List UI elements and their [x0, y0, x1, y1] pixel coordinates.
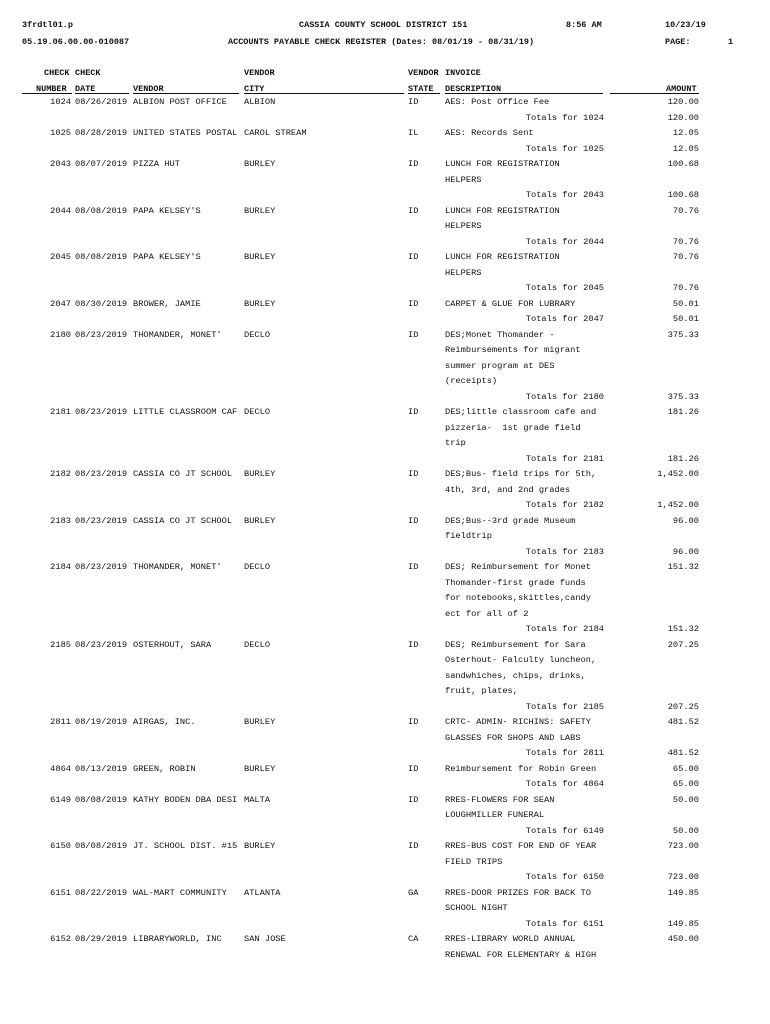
program-name: 3frdtl01.p — [22, 20, 74, 30]
line-amount: 151.32 — [667, 562, 699, 572]
check-date: 08/23/2019 — [75, 515, 128, 526]
totals-label: Totals for 2811 — [525, 748, 604, 758]
check-date: 08/19/2019 — [75, 717, 128, 727]
description-continuation — [0, 359, 770, 375]
vendor-name: THOMANDER, MONET' — [133, 329, 222, 340]
vendor-city: BURLEY — [244, 159, 276, 169]
invoice-description: LOUGHMILLER FUNERAL — [445, 810, 545, 820]
invoice-description: DES; Reimbursement for Sara — [445, 639, 586, 650]
check-number: 2184 — [50, 562, 71, 572]
description-continuation — [0, 855, 770, 871]
invoice-description: HELPERS — [445, 267, 482, 278]
col-vendor-city-top: VENDOR — [244, 68, 275, 78]
vendor-state: ID — [408, 515, 419, 526]
totals-amount: 50.01 — [672, 314, 699, 324]
totals-row — [0, 452, 770, 468]
check-date: 08/23/2019 — [75, 407, 128, 417]
vendor-name: GREEN, ROBIN — [133, 763, 196, 774]
totals-amount: 481.52 — [667, 748, 699, 758]
totals-row — [0, 312, 770, 328]
col-date: DATE — [75, 84, 96, 94]
totals-row — [0, 824, 770, 840]
invoice-description: AES: Records Sent — [445, 128, 534, 138]
vendor-name: LIBRARYWORLD, INC — [133, 934, 222, 944]
col-description: DESCRIPTION — [445, 84, 502, 94]
check-number: 6152 — [50, 934, 71, 944]
check-date: 08/29/2019 — [75, 934, 128, 944]
totals-row — [0, 281, 770, 297]
vendor-state: ID — [408, 97, 419, 107]
invoice-description: HELPERS — [445, 221, 482, 231]
vendor-name: PIZZA HUT — [133, 159, 180, 169]
totals-label: Totals for 2045 — [525, 283, 604, 293]
vendor-city: BURLEY — [244, 469, 276, 479]
vendor-city: BURLEY — [244, 298, 276, 309]
invoice-description: RRES-LIBRARY WORLD ANNUAL — [445, 934, 576, 944]
table-row — [0, 297, 770, 313]
vendor-name: AIRGAS, INC. — [133, 717, 196, 727]
col-city: CITY — [244, 84, 265, 94]
check-date: 08/23/2019 — [75, 639, 128, 650]
invoice-description: SCHOOL NIGHT — [445, 903, 508, 913]
vendor-name: OSTERHOUT, SARA — [133, 639, 212, 650]
description-continuation — [0, 343, 770, 359]
totals-label: Totals for 6151 — [525, 918, 604, 929]
totals-label: Totals for 6149 — [525, 825, 604, 836]
check-date: 08/07/2019 — [75, 159, 128, 169]
vendor-city: BURLEY — [244, 515, 276, 526]
description-continuation — [0, 173, 770, 189]
totals-amount: 70.76 — [672, 236, 699, 247]
totals-amount: 375.33 — [667, 391, 699, 402]
vendor-city: BURLEY — [244, 841, 276, 851]
district-name: CASSIA COUNTY SCHOOL DISTRICT 151 — [299, 20, 468, 30]
totals-row — [0, 870, 770, 886]
description-continuation — [0, 901, 770, 917]
vendor-city: DECLO — [244, 329, 271, 340]
vendor-name: PAPA KELSEY'S — [133, 205, 201, 216]
line-amount: 100.68 — [667, 159, 699, 169]
totals-label: Totals for 2181 — [525, 453, 604, 464]
totals-label: Totals for 2043 — [525, 190, 604, 200]
description-continuation — [0, 374, 770, 390]
invoice-description: sandwhiches, chips, drinks, — [445, 670, 586, 681]
totals-label: Totals for 1024 — [525, 112, 604, 123]
totals-row — [0, 917, 770, 933]
totals-amount: 65.00 — [672, 779, 699, 789]
invoice-description: LUNCH FOR REGISTRATION — [445, 205, 560, 216]
check-date: 08/30/2019 — [75, 298, 128, 309]
line-amount: 12.05 — [672, 128, 699, 138]
col-invoice: INVOICE — [445, 68, 481, 78]
invoice-description: (receipts) — [445, 376, 498, 386]
table-row — [0, 204, 770, 220]
check-number: 2043 — [50, 159, 71, 169]
vendor-state: ID — [408, 841, 419, 851]
invoice-description: FIELD TRIPS — [445, 856, 503, 867]
check-date: 08/08/2019 — [75, 794, 128, 805]
description-continuation — [0, 436, 770, 452]
vendor-name: CASSIA CO JT SCHOOL — [133, 469, 233, 479]
totals-row — [0, 777, 770, 793]
line-amount: 96.00 — [672, 515, 699, 526]
table-row — [0, 328, 770, 344]
line-amount: 723.00 — [667, 841, 699, 851]
check-date: 08/23/2019 — [75, 469, 128, 479]
line-amount: 1,452.00 — [657, 469, 699, 479]
description-continuation — [0, 607, 770, 623]
totals-row — [0, 390, 770, 406]
invoice-description: DES; Reimbursement for Monet — [445, 562, 591, 572]
col-amount: AMOUNT — [666, 84, 697, 94]
vendor-city: DECLO — [244, 639, 271, 650]
line-amount: 450.00 — [667, 934, 699, 944]
vendor-city: ALBION — [244, 97, 276, 107]
line-amount: 481.52 — [667, 717, 699, 727]
table-row — [0, 762, 770, 778]
vendor-name: ALBION POST OFFICE — [133, 97, 227, 107]
table-row — [0, 250, 770, 266]
line-amount: 70.76 — [672, 252, 699, 262]
table-row — [0, 839, 770, 855]
totals-row — [0, 188, 770, 204]
invoice-description: Reimbursement for Robin Green — [445, 763, 597, 774]
totals-amount: 149.85 — [667, 918, 699, 929]
check-date: 08/23/2019 — [75, 562, 128, 572]
vendor-state: ID — [408, 252, 419, 262]
description-continuation — [0, 808, 770, 824]
vendor-state: ID — [408, 639, 419, 650]
report-title: ACCOUNTS PAYABLE CHECK REGISTER (Dates: 08/01/19 - 08/31/19) — [228, 37, 535, 47]
check-number: 4864 — [50, 763, 71, 774]
check-date: 08/23/2019 — [75, 329, 128, 340]
check-date: 08/13/2019 — [75, 763, 128, 774]
vendor-name: UNITED STATES POSTAL — [133, 128, 238, 138]
vendor-state: ID — [408, 717, 419, 727]
vendor-name: CASSIA CO JT SCHOOL — [133, 515, 233, 526]
invoice-description: RRES-DOOR PRIZES FOR BACK TO — [445, 887, 591, 898]
table-row — [0, 514, 770, 530]
line-amount: 50.00 — [672, 794, 699, 805]
vendor-state: ID — [408, 407, 419, 417]
invoice-description: pizzeria- 1st grade field — [445, 422, 581, 433]
description-continuation — [0, 731, 770, 747]
vendor-name: JT. SCHOOL DIST. #15 — [133, 841, 238, 851]
description-continuation — [0, 653, 770, 669]
check-number: 2183 — [50, 515, 71, 526]
invoice-description: fruit, plates, — [445, 686, 518, 696]
invoice-description: Osterhout- Falculty luncheon, — [445, 655, 597, 665]
table-row — [0, 157, 770, 173]
check-date: 08/28/2019 — [75, 128, 128, 138]
vendor-name: KATHY BODEN DBA DESI — [133, 794, 238, 805]
description-continuation — [0, 529, 770, 545]
line-amount: 149.85 — [667, 887, 699, 898]
check-number: 2185 — [50, 639, 71, 650]
rule-city — [244, 93, 404, 94]
invoice-description: trip — [445, 438, 466, 448]
totals-amount: 12.05 — [672, 143, 699, 154]
invoice-description: CRTC- ADMIN- RICHINS: SAFETY — [445, 717, 591, 727]
totals-row — [0, 746, 770, 762]
check-number: 2047 — [50, 298, 71, 309]
totals-row — [0, 498, 770, 514]
line-amount: 65.00 — [672, 763, 699, 774]
description-continuation — [0, 591, 770, 607]
check-number: 2811 — [50, 717, 71, 727]
totals-amount: 151.32 — [667, 624, 699, 634]
description-continuation — [0, 421, 770, 437]
line-amount: 70.76 — [672, 205, 699, 216]
vendor-city: MALTA — [244, 794, 271, 805]
report-code: 05.19.06.00.00-010087 — [22, 37, 130, 47]
check-date: 08/26/2019 — [75, 97, 128, 107]
invoice-description: RENEWAL FOR ELEMENTARY & HIGH — [445, 949, 597, 960]
totals-label: Totals for 2183 — [525, 546, 604, 557]
col-state: STATE — [408, 84, 434, 94]
invoice-description: RRES-FLOWERS FOR SEAN — [445, 794, 555, 805]
totals-amount: 100.68 — [667, 190, 699, 200]
totals-label: Totals for 2182 — [525, 500, 604, 510]
vendor-city: BURLEY — [244, 205, 276, 216]
report-time: 8:56 AM — [566, 20, 602, 30]
vendor-state: ID — [408, 159, 419, 169]
line-amount: 181.26 — [667, 407, 699, 417]
invoice-description: Thomander-first grade funds — [445, 577, 586, 588]
check-date: 08/08/2019 — [75, 205, 128, 216]
table-row — [0, 126, 770, 142]
table-row — [0, 467, 770, 483]
vendor-name: LITTLE CLASSROOM CAF — [133, 407, 238, 417]
line-amount: 120.00 — [667, 97, 699, 107]
table-row — [0, 715, 770, 731]
totals-label: Totals for 4864 — [525, 779, 604, 789]
check-date: 08/08/2019 — [75, 252, 128, 262]
invoice-description: GLASSES FOR SHOPS AND LABS — [445, 732, 581, 743]
table-row — [0, 793, 770, 809]
table-row — [0, 95, 770, 111]
totals-amount: 120.00 — [667, 112, 699, 123]
totals-amount: 50.00 — [672, 825, 699, 836]
invoice-description: 4th, 3rd, and 2nd grades — [445, 484, 571, 495]
description-continuation — [0, 483, 770, 499]
description-continuation — [0, 219, 770, 235]
totals-amount: 96.00 — [672, 546, 699, 557]
invoice-description: ect for all of 2 — [445, 608, 529, 619]
invoice-description: Reimbursements for migrant — [445, 345, 581, 355]
line-amount: 207.25 — [667, 639, 699, 650]
description-continuation — [0, 669, 770, 685]
vendor-city: BURLEY — [244, 717, 276, 727]
totals-label: Totals for 2185 — [525, 701, 604, 712]
vendor-state: ID — [408, 298, 419, 309]
totals-row — [0, 700, 770, 716]
description-continuation — [0, 266, 770, 282]
vendor-name: THOMANDER, MONET' — [133, 562, 222, 572]
invoice-description: CARPET & GLUE FOR LUBRARY — [445, 298, 576, 309]
vendor-city: DECLO — [244, 562, 271, 572]
totals-row — [0, 142, 770, 158]
vendor-city: BURLEY — [244, 763, 276, 774]
check-number: 6149 — [50, 794, 71, 805]
rule-amount — [610, 93, 699, 94]
check-number: 1025 — [50, 128, 71, 138]
description-continuation — [0, 684, 770, 700]
col-vendor-state-top: VENDOR — [408, 68, 439, 78]
description-continuation — [0, 948, 770, 964]
invoice-description: DES;little classroom cafe and — [445, 407, 597, 417]
check-number: 1024 — [50, 97, 71, 107]
totals-row — [0, 545, 770, 561]
line-amount: 50.01 — [672, 298, 699, 309]
totals-row — [0, 622, 770, 638]
vendor-city: BURLEY — [244, 252, 276, 262]
vendor-city: SAN JOSE — [244, 934, 286, 944]
vendor-state: ID — [408, 562, 419, 572]
vendor-state: ID — [408, 763, 419, 774]
table-row — [0, 932, 770, 948]
check-number: 2044 — [50, 205, 71, 216]
check-number: 2181 — [50, 407, 71, 417]
invoice-description: LUNCH FOR REGISTRATION — [445, 159, 560, 169]
check-date: 08/22/2019 — [75, 887, 128, 898]
invoice-description: AES: Post Office Fee — [445, 97, 550, 107]
totals-row — [0, 235, 770, 251]
totals-label: Totals for 2184 — [525, 624, 604, 634]
vendor-name: PAPA KELSEY'S — [133, 252, 201, 262]
vendor-state: GA — [408, 887, 419, 898]
page-label: PAGE: — [665, 37, 691, 47]
totals-label: Totals for 2047 — [525, 314, 604, 324]
invoice-description: HELPERS — [445, 174, 482, 185]
vendor-state: ID — [408, 205, 419, 216]
totals-label: Totals for 2044 — [525, 236, 604, 247]
rule-number — [22, 93, 72, 94]
invoice-description: RRES-BUS COST FOR END OF YEAR — [445, 841, 597, 851]
description-continuation — [0, 576, 770, 592]
invoice-description: DES;Bus--3rd grade Museum — [445, 515, 576, 526]
rule-description — [445, 93, 603, 94]
check-date: 08/08/2019 — [75, 841, 128, 851]
totals-amount: 207.25 — [667, 701, 699, 712]
col-check2: CHECK — [75, 68, 101, 78]
vendor-state: ID — [408, 469, 419, 479]
totals-row — [0, 111, 770, 127]
vendor-state: IL — [408, 128, 419, 138]
vendor-state: ID — [408, 329, 419, 340]
check-number: 6150 — [50, 841, 71, 851]
totals-label: Totals for 2180 — [525, 391, 604, 402]
check-number: 2180 — [50, 329, 71, 340]
col-number: NUMBER — [36, 84, 67, 94]
vendor-state: CA — [408, 934, 419, 944]
table-row — [0, 886, 770, 902]
rule-state — [408, 93, 440, 94]
col-check1: CHECK — [44, 68, 70, 78]
vendor-city: ATLANTA — [244, 887, 281, 898]
table-row — [0, 638, 770, 654]
invoice-description: fieldtrip — [445, 531, 492, 541]
vendor-state: ID — [408, 794, 419, 805]
vendor-name: WAL-MART COMMUNITY — [133, 887, 227, 898]
invoice-description: LUNCH FOR REGISTRATION — [445, 252, 560, 262]
report-date: 10/23/19 — [665, 20, 706, 30]
invoice-description: summer program at DES — [445, 360, 555, 371]
rule-vendor — [133, 93, 239, 94]
totals-label: Totals for 1025 — [525, 143, 604, 154]
invoice-description: DES;Bus- field trips for 5th, — [445, 469, 597, 479]
invoice-description: for notebooks,skittles,candy — [445, 593, 591, 603]
check-number: 2045 — [50, 252, 71, 262]
line-amount: 375.33 — [667, 329, 699, 340]
table-row — [0, 405, 770, 421]
invoice-description: DES;Monet Thomander - — [445, 329, 555, 340]
totals-amount: 70.76 — [672, 283, 699, 293]
page-number: 1 — [728, 37, 734, 47]
vendor-city: CAROL STREAM — [244, 128, 307, 138]
col-vendor: VENDOR — [133, 84, 164, 94]
vendor-city: DECLO — [244, 407, 271, 417]
check-number: 2182 — [50, 469, 71, 479]
rule-date — [75, 93, 129, 94]
totals-label: Totals for 6150 — [525, 872, 604, 882]
totals-amount: 181.26 — [667, 453, 699, 464]
check-number: 6151 — [50, 887, 71, 898]
totals-amount: 723.00 — [667, 872, 699, 882]
totals-amount: 1,452.00 — [657, 500, 699, 510]
vendor-name: BROWER, JAMIE — [133, 298, 201, 309]
table-row — [0, 560, 770, 576]
